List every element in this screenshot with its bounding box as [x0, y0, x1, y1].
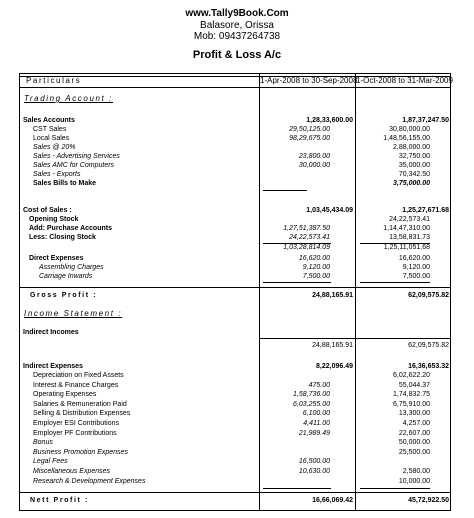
line-item-period2: 50,000.00 — [398, 439, 430, 447]
line-item-label: Sales AMC for Computers — [33, 162, 115, 169]
line-item-label: Employer ESI Contributions — [33, 420, 119, 427]
line-item-label: Operating Expenses — [33, 391, 97, 399]
sales-total-period2: 1,87,37,247.50 — [402, 117, 449, 124]
line-item-period1: 6,100.00 — [302, 410, 330, 418]
closing-stock-period2: 13,58,831.73 — [389, 234, 430, 241]
subtotal-rule — [263, 190, 307, 191]
line-item-period2: 22,607.00 — [398, 429, 430, 437]
closing-stock-period1: 24,22,573.41 — [289, 234, 330, 241]
purchase-period2: 1,14,47,310.00 — [383, 225, 430, 232]
line-item-period1: 1,58,736.00 — [293, 391, 330, 399]
line-item-period2: 25,500.00 — [398, 448, 430, 456]
line-item-label: Carriage Inwards — [39, 273, 93, 280]
line-item-label: Depreciation on Fixed Assets — [33, 372, 124, 379]
line-item-label: Assembling Charges — [39, 264, 104, 271]
site-url[interactable]: www.Tally9Book.Com — [185, 8, 289, 19]
carry-rule — [259, 338, 450, 339]
line-item-label: Local Sales — [33, 135, 70, 142]
opening-stock-label: Opening Stock — [29, 216, 79, 223]
gross-profit-label: Gross Profit : — [30, 292, 98, 299]
indirect-expenses-period2: 16,36,653.32 — [408, 363, 449, 370]
line-item-period1: 7,500.00 — [302, 273, 330, 280]
particulars-heading: Particulars — [26, 76, 82, 85]
line-item-label: Sales @ 20% — [33, 144, 76, 151]
line-item-period2: 3,75,000.00 — [393, 180, 430, 187]
opening-stock-period2: 24,22,573.41 — [389, 216, 430, 223]
nett-profit-period2: 45,72,922.50 — [408, 497, 449, 504]
line-item-label: Salaries & Remuneration Paid — [33, 400, 127, 408]
purchase-period1: 1,27,51,387.50 — [283, 225, 330, 232]
subtotal-rule — [263, 488, 331, 489]
trading-account-heading: Trading Account : — [24, 94, 114, 103]
line-item-period1: 10,630.00 — [298, 468, 330, 475]
line-item-period2: 6,02,622.20 — [393, 372, 430, 379]
line-item-label: Research & Development Expenses — [33, 477, 146, 485]
carry-period1: 24,88,165.91 — [312, 342, 353, 349]
direct-expenses-period1: 16,620.00 — [298, 255, 330, 262]
line-item-period1: 4,411.00 — [303, 420, 330, 427]
line-item-period2: 1,48,56,155.00 — [383, 135, 430, 142]
cost-of-sales-period2: 1,25,27,671.68 — [402, 207, 449, 214]
line-item-period2: 9,120.00 — [402, 264, 430, 271]
nett-profit-period1: 16,66,069.42 — [312, 497, 353, 504]
sales-total-period1: 1,28,33,600.00 — [306, 117, 353, 124]
line-item-period2: 55,044.37 — [398, 381, 430, 389]
nett-profit-rule — [20, 492, 450, 493]
line-item-period2: 2,580.00 — [402, 468, 430, 475]
subtotal-rule — [263, 282, 331, 283]
cost-of-sales-label: Cost of Sales : — [23, 207, 72, 214]
line-item-label: Miscellaneous Expenses — [33, 468, 111, 475]
line-item-label: Sales - Advertising Services — [33, 153, 120, 160]
carry-period2: 62,09,575.82 — [408, 342, 449, 349]
direct-expenses-period2: 16,620.00 — [398, 255, 430, 262]
line-item-period1: 29,50,125.00 — [289, 126, 330, 133]
line-item-label: Business Promotion Expenses — [33, 448, 128, 456]
line-item-period2: 4,257.00 — [402, 420, 430, 427]
report-table — [19, 73, 451, 511]
line-item-period1: 16,500.00 — [298, 458, 330, 466]
line-item-period1: 21,989.49 — [298, 429, 330, 437]
period1-heading: 1-Apr-2008 to 30-Sep-2008 — [260, 76, 358, 85]
cost-of-sales-period1: 1,03,45,434.09 — [306, 207, 353, 214]
report-title: Profit & Loss A/c — [192, 49, 282, 61]
line-item-period1: 9,120.00 — [302, 264, 330, 271]
line-item-period1: 30,000.00 — [298, 162, 330, 169]
phone-line: Mob: 09437264738 — [193, 31, 281, 42]
line-item-label: Bonus — [33, 439, 53, 447]
line-item-period2: 35,000.00 — [398, 162, 430, 169]
line-item-label: Employer PF Contributions — [33, 429, 117, 437]
indirect-incomes-label: Indirect Incomes — [23, 329, 79, 336]
closing-stock-label: Less: Closing Stock — [29, 234, 96, 241]
indirect-expenses-label: Indirect Expenses — [23, 363, 83, 370]
line-item-label: Sales Bills to Make — [33, 180, 97, 187]
period2-heading: 1-Oct-2008 to 31-Mar-2009 — [356, 76, 453, 85]
income-statement-heading: Income Statement : — [24, 309, 123, 318]
stock-subtotal-period1: 1,03,28,814.09 — [283, 244, 330, 251]
line-item-label: Sales - Exports — [33, 171, 81, 178]
nett-profit-label: Nett Profit : — [30, 497, 89, 504]
line-item-period2: 2,88,000.00 — [393, 144, 430, 151]
stock-subtotal-period2: 1,25,11,051.68 — [383, 244, 430, 251]
line-item-label: Legal Fees — [33, 458, 68, 466]
line-item-period2: 13,300.00 — [398, 410, 430, 418]
line-item-period1: 98,29,675.00 — [289, 135, 330, 142]
subtotal-rule — [360, 282, 430, 283]
indirect-expenses-period1: 8,22,096.49 — [316, 363, 353, 370]
line-item-period2: 1,74,832.75 — [393, 391, 430, 399]
purchase-label: Add: Purchase Accounts — [29, 225, 112, 232]
line-item-period2: 7,500.00 — [402, 273, 430, 280]
subtotal-rule — [360, 488, 430, 489]
line-item-period1: 23,800.00 — [298, 153, 330, 160]
line-item-period1: 6,03,255.00 — [293, 400, 330, 408]
line-item-period2: 30,80,000.00 — [389, 126, 430, 133]
address-line: Balasore, Orissa — [200, 20, 274, 31]
direct-expenses-label: Direct Expenses — [29, 255, 84, 262]
gross-profit-period2: 62,09,575.82 — [408, 292, 449, 299]
line-item-period2: 32,750.00 — [398, 153, 430, 160]
line-item-period2: 6,75,910.00 — [393, 400, 430, 408]
gross-profit-period1: 24,88,165.91 — [312, 292, 353, 299]
header-bottom-rule — [20, 87, 450, 88]
sales-accounts-label: Sales Accounts — [23, 117, 75, 124]
line-item-period2: 70,342.50 — [398, 171, 430, 178]
line-item-label: Selling & Distribution Expenses — [33, 410, 131, 418]
line-item-label: Interest & Finance Charges — [33, 381, 119, 389]
gross-profit-rule — [20, 287, 450, 288]
line-item-period2: 10,000.00 — [398, 477, 430, 485]
line-item-period1: 475.00 — [308, 381, 330, 389]
line-item-label: CST Sales — [33, 126, 67, 133]
